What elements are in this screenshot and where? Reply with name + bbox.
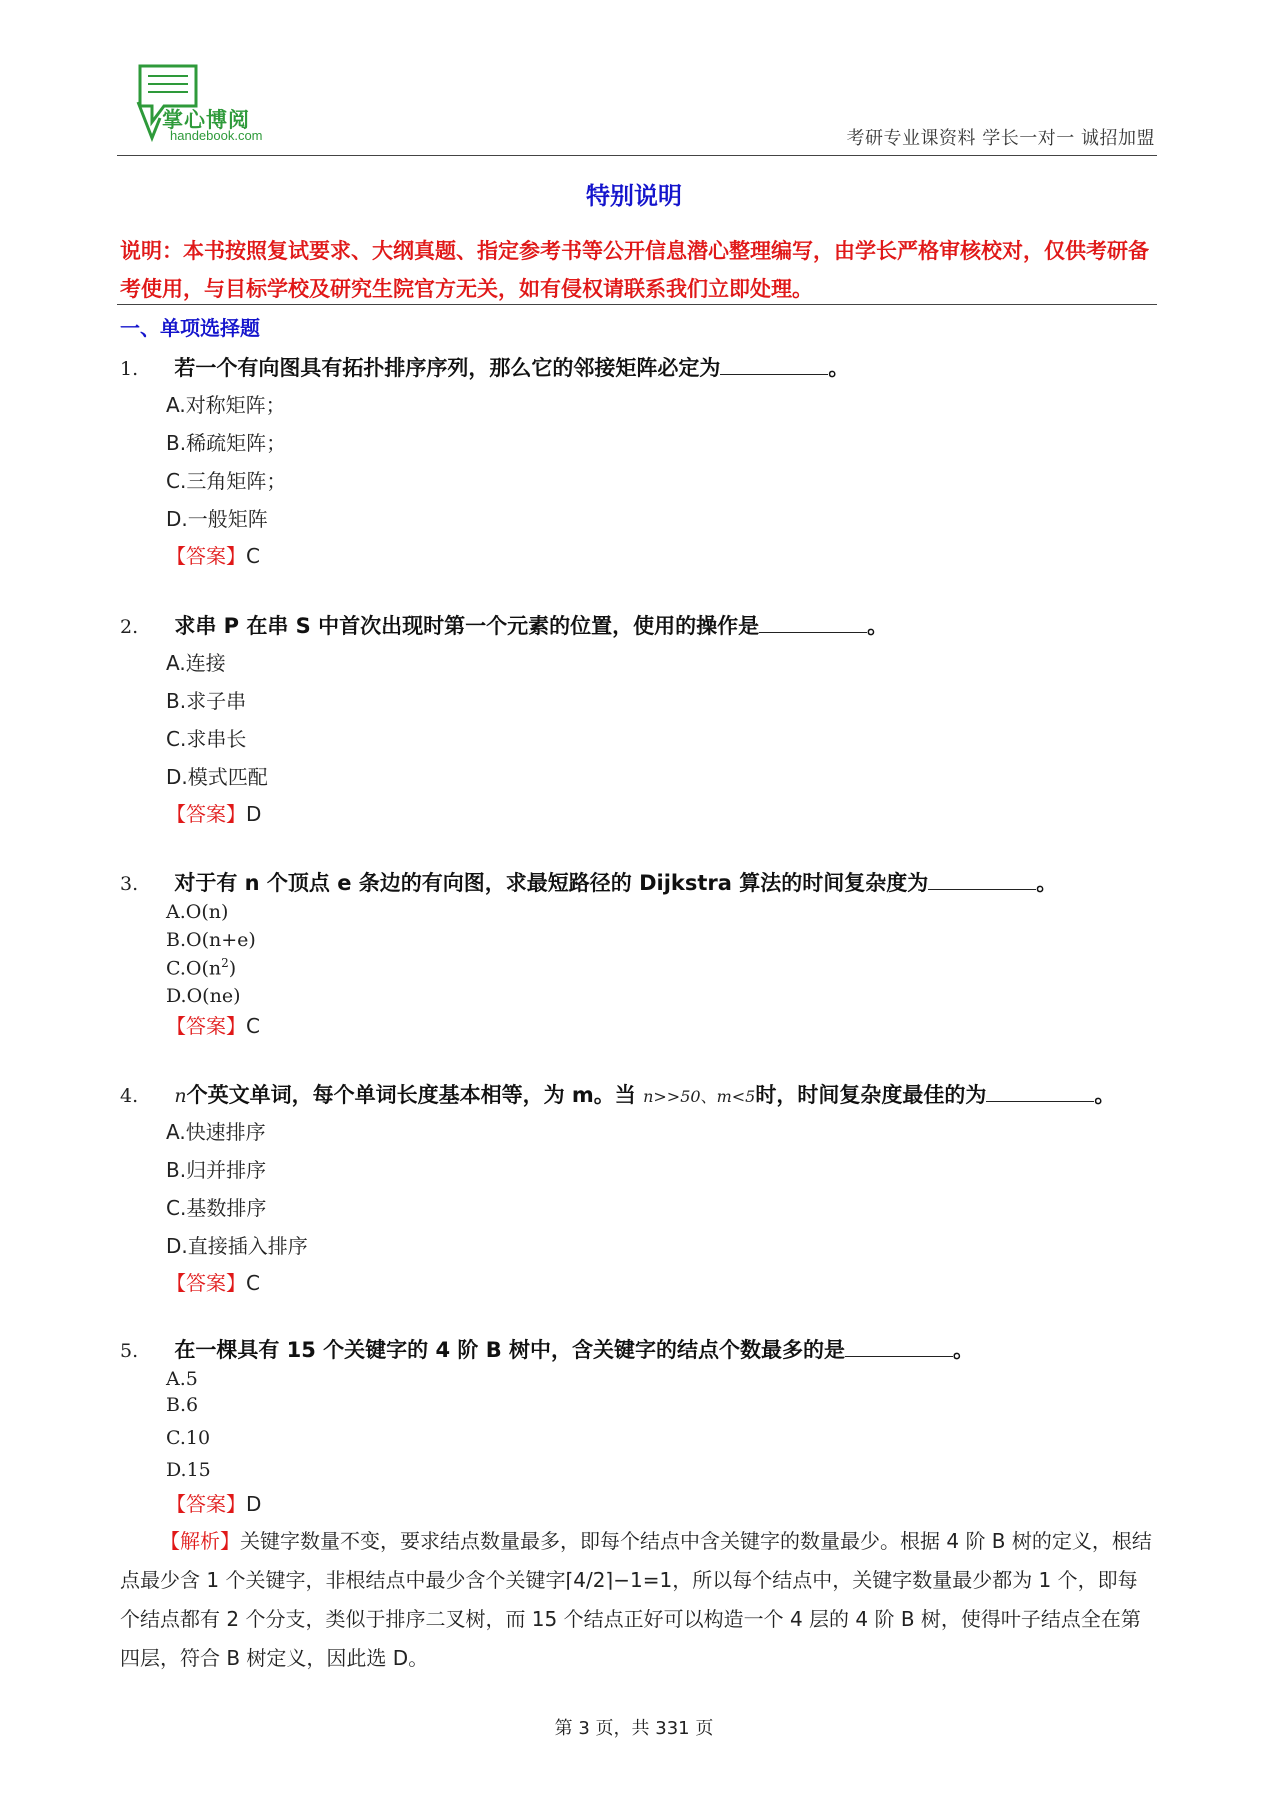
question-1 (120, 352, 849, 382)
question-text: 求串 P 在串 S 中首次出现时第一个元素的位置，使用的操作是 (174, 614, 760, 638)
question-text: 若一个有向图具有拓扑排序序列，那么它的邻接矩阵必定为 (174, 356, 721, 380)
option-a: A.快速排序 (166, 1120, 266, 1144)
option-d: D.直接插入排序 (166, 1234, 308, 1258)
question-text: 对于有 n 个顶点 e 条边的有向图，求最短路径的 Dijkstra 算法的时间复杂度为 (174, 871, 929, 895)
question-end: 。 (1036, 871, 1058, 895)
option-b: B.O(n+e) (166, 929, 256, 951)
answer-line (166, 540, 260, 569)
question-end: 。 (867, 614, 889, 638)
answer-value: C (246, 544, 260, 568)
answer-line (166, 1267, 260, 1296)
option-a: A.连接 (166, 651, 226, 675)
question-number: 1. (120, 358, 139, 380)
option-b: B.归并排序 (166, 1158, 267, 1182)
answer-label: 【答案】 (166, 1492, 246, 1516)
answer-label: 【答案】 (166, 544, 246, 568)
option-a: A.对称矩阵； (166, 393, 286, 417)
question-number: 5. (120, 1340, 139, 1362)
option-c: C.求串长 (166, 727, 247, 751)
header-tagline: 考研专业课资料 学长一对一 诚招加盟 (846, 128, 1155, 149)
answer-blank (759, 614, 867, 633)
logo-url-text: handebook.com (170, 128, 263, 143)
answer-line (166, 1488, 261, 1517)
answer-value: C (246, 1271, 260, 1295)
analysis-text: 关键字数量不变，要求结点数量最多，即每个结点中含关键字的数量最少。根据 4 阶 B 树的定义，根结点最少含 1 个关键字，非根结点中最少含个关键字⌈4/2⌉−1=1，所以每个结点中，关键字数量最少都为 1 个，即每个结点都有 2 个分支，类似于排序二叉树，而 15 个结点正好可以构造一个 4 层的 4 阶 B 树，使得叶子结点全在第四层，符合 B 树定义，因此选 D。 (120, 1529, 1152, 1670)
option-c: C.基数排序 (166, 1196, 267, 1220)
answer-blank (845, 1338, 953, 1357)
answer-value: D (246, 802, 262, 826)
analysis-label: 【解析】 (160, 1529, 240, 1553)
answer-blank (720, 356, 828, 375)
answer-value: C (246, 1014, 260, 1038)
section-heading: 一、单项选择题 (120, 316, 260, 340)
logo-brand-text: 掌心博阅 (162, 108, 250, 132)
option-c: C.三角矩阵； (166, 469, 287, 493)
analysis-paragraph (120, 1522, 1156, 1678)
option-d: D.模式匹配 (166, 765, 268, 789)
question-number: 4. (120, 1085, 139, 1107)
page-number: 第 3 页，共 331 页 (554, 1718, 714, 1739)
answer-blank (928, 871, 1036, 890)
condition-sep: 、 (700, 1087, 717, 1106)
question-3 (120, 867, 1057, 897)
question-number: 2. (120, 616, 139, 638)
option-b: B.求子串 (166, 689, 247, 713)
question-5 (120, 1334, 974, 1364)
question-end: 。 (828, 356, 850, 380)
notice-divider (117, 304, 1157, 305)
option-c-superscript: 2 (221, 956, 229, 970)
option-c-tail: ) (228, 957, 237, 980)
option-c: C.10 (166, 1427, 211, 1449)
option-d: D.O(ne) (166, 985, 241, 1007)
option-b: B.6 (166, 1394, 199, 1416)
answer-value: D (246, 1492, 262, 1516)
answer-label: 【答案】 (166, 1014, 246, 1038)
condition-m: m<5 (716, 1087, 756, 1106)
option-b: B.稀疏矩阵； (166, 431, 287, 455)
option-a: A.5 (166, 1368, 198, 1390)
header-divider (117, 155, 1157, 156)
option-d: D.一般矩阵 (166, 507, 268, 531)
answer-line (166, 798, 261, 827)
question-number: 3. (120, 873, 139, 895)
question-end: 。 (953, 1338, 975, 1362)
option-d: D.15 (166, 1459, 211, 1481)
answer-blank (986, 1083, 1094, 1102)
condition-n: n>>50 (643, 1087, 701, 1106)
question-text: 在一棵具有 15 个关键字的 4 阶 B 树中，含关键字的结点个数最多的是 (174, 1338, 846, 1362)
answer-line (166, 1010, 260, 1039)
variable-n: n (174, 1085, 187, 1107)
option-c-base: C.O(n (166, 957, 222, 980)
answer-label: 【答案】 (166, 1271, 246, 1295)
question-2 (120, 610, 888, 640)
question-text-b: 时，时间复杂度最佳的为 (755, 1083, 987, 1107)
question-end: 。 (1094, 1083, 1116, 1107)
page-title: 特别说明 (586, 182, 682, 210)
option-c (166, 956, 236, 979)
answer-label: 【答案】 (166, 802, 246, 826)
question-text-a: 个英文单词，每个单词长度基本相等，为 m。当 (186, 1083, 644, 1107)
question-4 (120, 1079, 1115, 1109)
disclaimer-notice: 说明：本书按照复试要求、大纲真题、指定参考书等公开信息潜心整理编写，由学长严格审核校对，仅供考研备考使用，与目标学校及研究生院官方无关，如有侵权请联系我们立即处理。 (120, 239, 1149, 301)
option-a: A.O(n) (166, 901, 229, 923)
